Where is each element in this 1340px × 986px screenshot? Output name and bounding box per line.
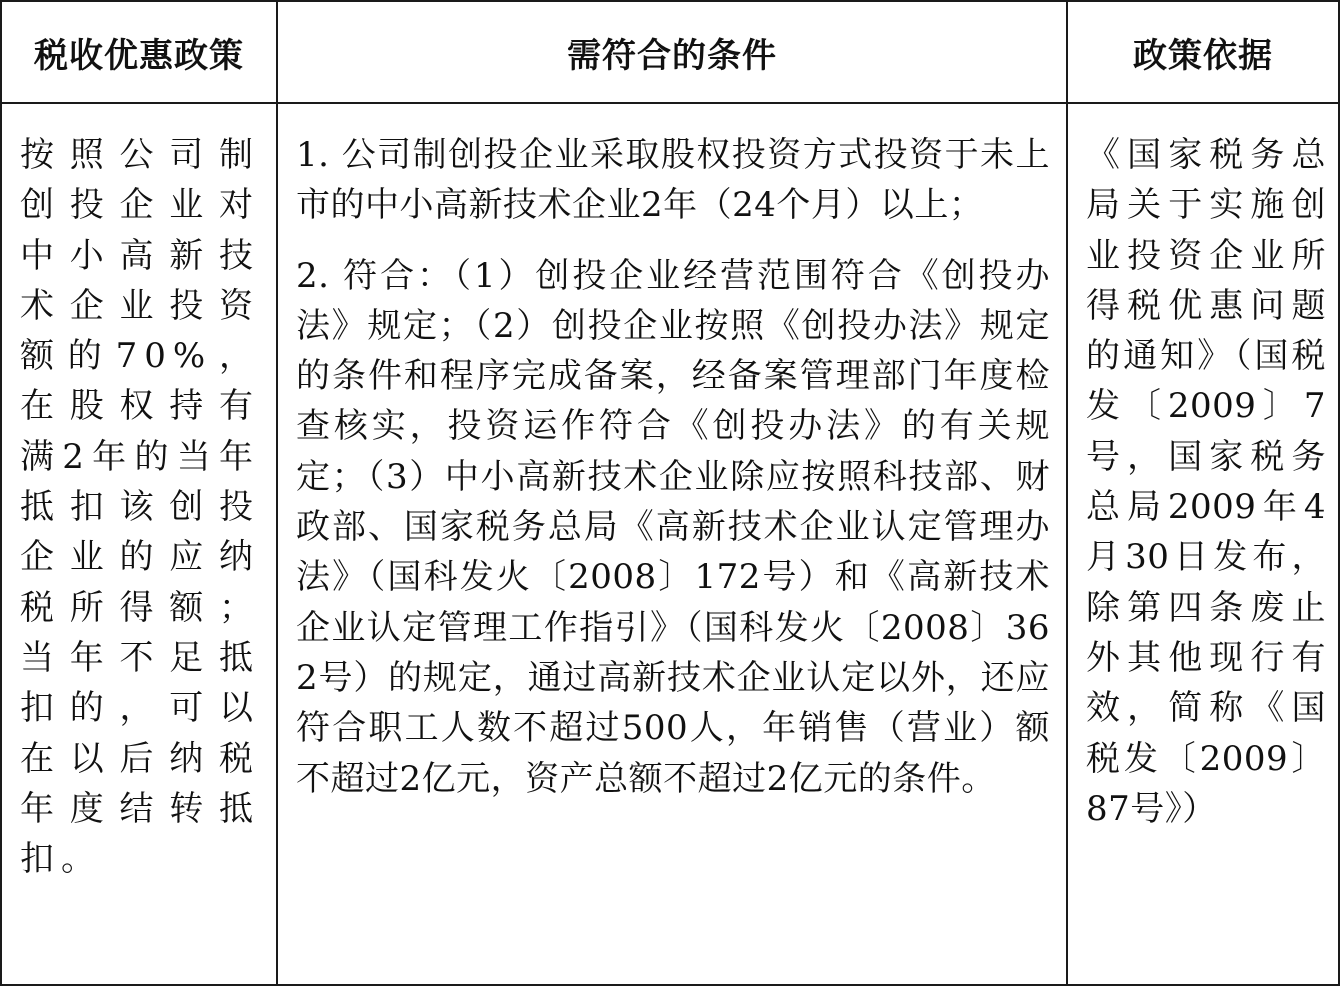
condition-2-text: 2. 符合：（1）创投企业经营范围符合《创投办法》规定；（2）创投企业按照《创投办法》规定的条件和程序完成备案，经备案管理部门年度检查核实，投资运作符合《创投办法》的有关规定；（3）中小高新技术企业除应按照科技部、财政部、国家税务总局《高新技术企业认定管理办法》（国科发火〔2008〕172号）和《高新技术企业认定管理工作指引》（国科发火〔2008〕362号）的规定，通过高新技术企业认定以外，还应符合职工人数不超过500人，年销售（营业）额不超过2亿元，资产总额不超过2亿元的条件。 (296, 255, 1050, 799)
column-divider (1066, 2, 1068, 984)
header-policy-basis: 政策依据 (1133, 35, 1273, 76)
column-divider (276, 2, 278, 984)
condition-1-text: 1. 公司制创投企业采取股权投资方式投资于未上市的中小高新技术企业2年（24个月）以上； (296, 135, 1050, 226)
policy-basis-text: 《国家税务总局关于实施创业投资企业所得税优惠问题的通知》（国税发〔2009〕7号，国家税务总局2009年4月30日发布，除第四条废止外其他现行有效，简称《国税发〔2009〕87号》） (1086, 135, 1326, 829)
cell-conditions (296, 130, 1050, 804)
header-conditions: 需符合的条件 (567, 35, 777, 76)
header-divider (2, 102, 1338, 104)
tax-policy-text: 按照公司制创投企业对中小高新技术企业投资额的70%，在股权持有满2年的当年抵扣该创投企业的应纳税所得额；当年不足抵扣的，可以在以后纳税年度结转抵扣。 (20, 135, 260, 880)
cell-tax-policy (20, 130, 260, 884)
header-tax-policy: 税收优惠政策 (34, 35, 244, 76)
cell-policy-basis (1086, 130, 1326, 834)
